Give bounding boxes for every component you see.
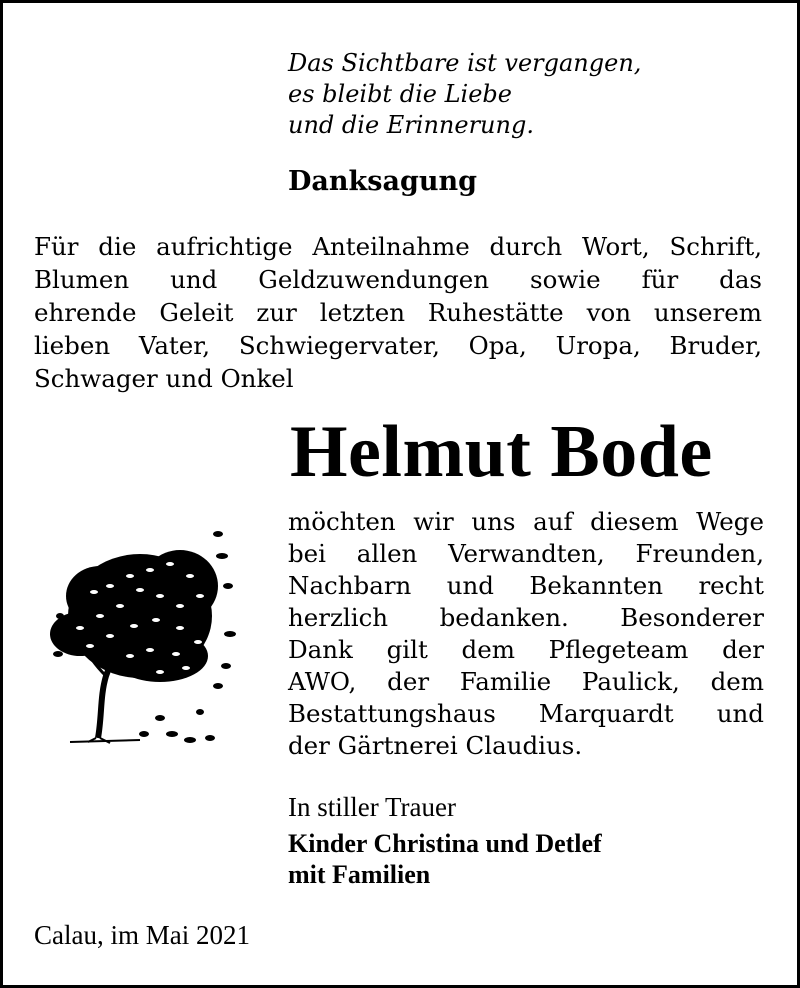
mourning-label: In stiller Trauer [288,792,456,822]
quote-line: Das Sichtbare ist vergangen, [288,49,642,77]
mourner-line: Kinder Christina und Detlef [288,829,602,858]
intro-line: ehrende Geleit zur letzten Ruhestätte von unserem [34,298,762,327]
epigraph-quote [288,48,748,141]
thanks-line: der Gärtnerei Claudius. [288,731,583,760]
notice-heading: Danksagung [288,166,477,197]
thanks-line: Dank gilt dem Pflegeteam der [288,635,764,664]
thanks-line: herzlich bedanken. Besonderer [288,603,764,632]
intro-line: Blumen und Geldzuwendungen sowie für das [34,265,762,294]
quote-line: es bleibt die Liebe [288,80,512,108]
thanks-line: möchten wir uns auf diesem Wege [288,507,764,536]
mourner-line: mit Familien [288,860,431,889]
intro-line: Für die aufrichtige Anteilnahme durch Wort, Schrift, [34,232,762,261]
place-and-date: Calau, im Mai 2021 [34,920,250,950]
intro-paragraph [34,230,762,395]
intro-line: lieben Vater, Schwiegervater, Opa, Uropa, Bruder, [34,331,762,360]
quote-line: und die Erinnerung. [288,111,534,139]
thanks-line: Bestattungshaus Marquardt und [288,699,764,728]
thanks-line: Nachbarn und Bekannten recht [288,571,764,600]
deceased-name: Helmut Bode [290,411,713,493]
thanks-line: AWO, der Familie Paulick, dem [288,667,764,696]
thanks-line: bei allen Verwandten, Freunden, [288,539,764,568]
windblown-tree-icon [40,516,240,752]
thanks-paragraph [288,506,764,762]
intro-line: Schwager und Onkel [34,364,294,393]
mourners-list [288,828,602,890]
